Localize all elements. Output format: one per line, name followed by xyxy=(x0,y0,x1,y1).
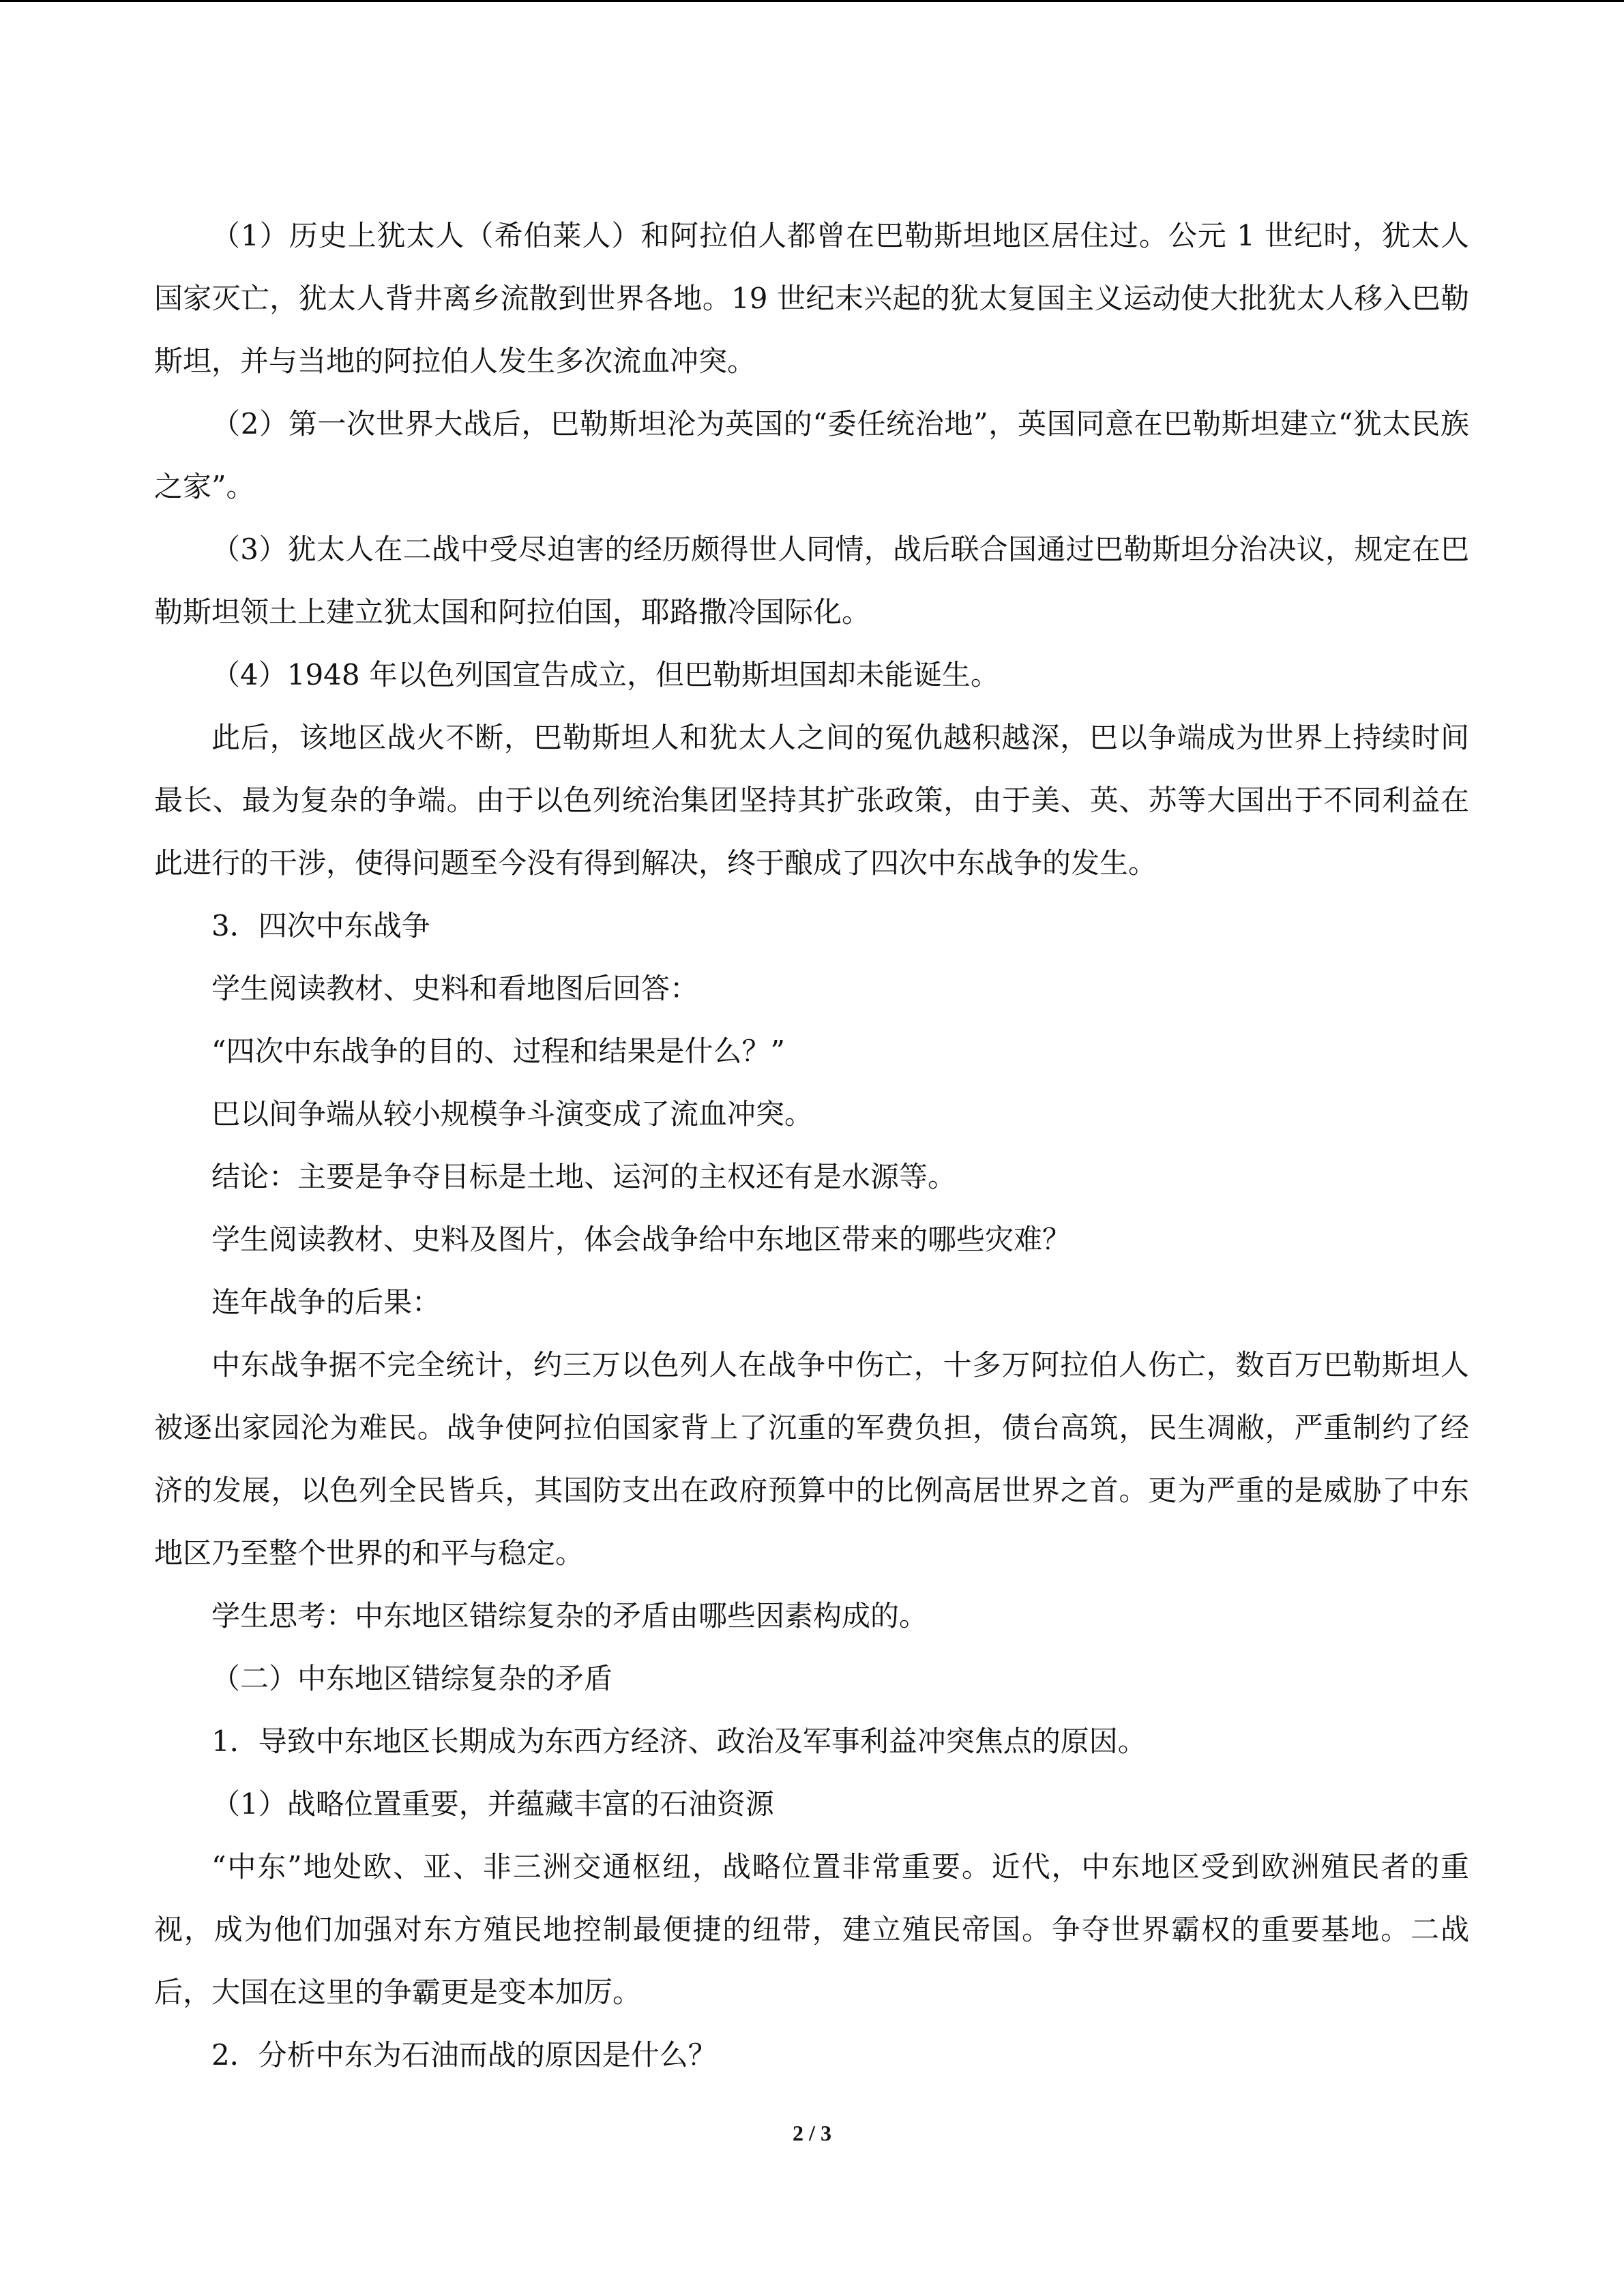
paragraph-2: （2）第一次世界大战后，巴勒斯坦沦为英国的“委任统治地”，英国同意在巴勒斯坦建立“犹太民族之家”。 xyxy=(154,407,1469,503)
paragraph-7: 学生阅读教材、史料和看地图后回答： xyxy=(211,972,699,1005)
page-number: 2 / 3 xyxy=(793,2121,831,2145)
paragraph-13: 中东战争据不完全统计，约三万以色列人在战争中伤亡，十多万阿拉伯人伤亡，数百万巴勒斯坦人被逐出家园沦为难民。战争使阿拉伯国家背上了沉重的军费负担，债台高筑，民生凋敝，严重制约了经济的发展，以色列全民皆兵，其国防支出在政府预算中的比例高居世界之首。更为严重的是威胁了中东地区乃至整个世界的和平与稳定。 xyxy=(154,1348,1469,1570)
paragraph-8: “四次中东战争的目的、过程和结果是什么？” xyxy=(211,1034,785,1068)
section-heading-complex-conflicts: （二）中东地区错综复杂的矛盾 xyxy=(211,1662,613,1695)
paragraph-18: “中东”地处欧、亚、非三洲交通枢纽，战略位置非常重要。近代，中东地区受到欧洲殖民者的重视，成为他们加强对东方殖民地控制最便捷的纽带，建立殖民帝国。争夺世界霸权的重要基地。二战后，大国在这里的争霸更是变本加厉。 xyxy=(154,1850,1469,2009)
paragraph-12: 连年战争的后果： xyxy=(211,1285,441,1319)
paragraph-5: 此后，该地区战火不断，巴勒斯坦人和犹太人之间的冤仇越积越深，巴以争端成为世界上持续时间最长、最为复杂的争端。由于以色列统治集团坚持其扩张政策，由于美、英、苏等大国出于不同利益在此进行的干涉，使得问题至今没有得到解决，终于酿成了四次中东战争的发生。 xyxy=(154,721,1469,880)
paragraph-17: （1）战略位置重要，并蕴藏丰富的石油资源 xyxy=(211,1787,774,1821)
paragraph-4: （4）1948 年以色列国宣告成立，但巴勒斯坦国却未能诞生。 xyxy=(211,658,999,691)
paragraph-9: 巴以间争端从较小规模争斗演变成了流血冲突。 xyxy=(211,1097,814,1131)
paragraph-14: 学生思考：中东地区错综复杂的矛盾由哪些因素构成的。 xyxy=(211,1599,928,1632)
paragraph-16: 1．导致中东地区长期成为东西方经济、政治及军事利益冲突焦点的原因。 xyxy=(211,1725,1147,1758)
document-body xyxy=(154,205,1469,2087)
paragraph-1: （1）历史上犹太人（希伯莱人）和阿拉伯人都曾在巴勒斯坦地区居住过。公元 1 世纪时，犹太人国家灭亡，犹太人背井离乡流散到世界各地。19 世纪末兴起的犹太复国主义运动使大批犹太人移入巴勒斯坦，并与当地的阿拉伯人发生多次流血冲突。 xyxy=(154,219,1469,378)
top-border-rule xyxy=(0,0,1624,2)
section-heading-four-wars: 3．四次中东战争 xyxy=(211,909,430,942)
paragraph-10: 结论：主要是争夺目标是土地、运河的主权还有是水源等。 xyxy=(211,1160,957,1193)
paragraph-11: 学生阅读教材、史料及图片，体会战争给中东地区带来的哪些灾难？ xyxy=(211,1223,1072,1256)
paragraph-3: （3）犹太人在二战中受尽迫害的经历颇得世人同情，战后联合国通过巴勒斯坦分治决议，规定在巴勒斯坦领土上建立犹太国和阿拉伯国，耶路撒冷国际化。 xyxy=(154,533,1469,629)
paragraph-19: 2．分析中东为石油而战的原因是什么？ xyxy=(211,2038,717,2072)
